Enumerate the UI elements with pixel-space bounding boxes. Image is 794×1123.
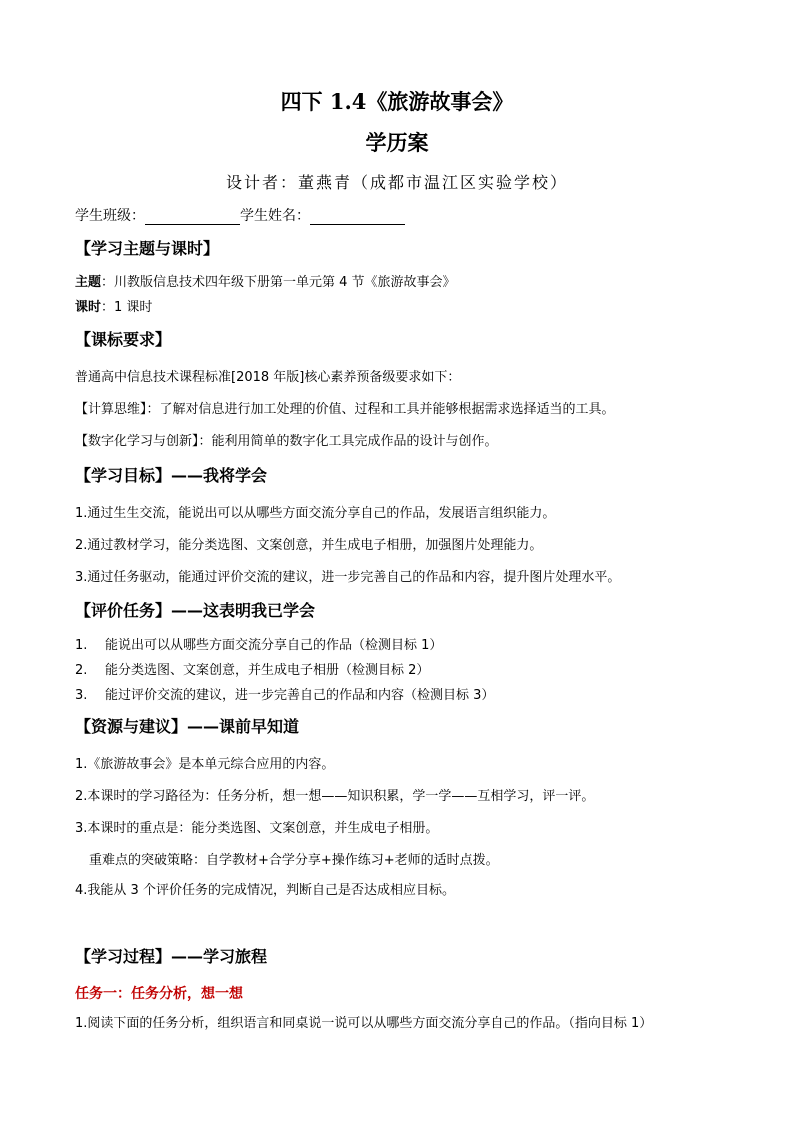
topic-value: ：川教版信息技术四年级下册第一单元第 4 节《旅游故事会》 (101, 275, 456, 290)
period-line (75, 296, 152, 315)
standards-item-2: 【数字化学习与创新】：能利用简单的数字化工具完成作品的设计与创作。 (75, 434, 498, 449)
goals-heading: 【学习目标】——我将学会 (75, 466, 268, 485)
assessment-item-1: 1. 能说出可以从哪些方面交流分享自己的作品（检测目标 1） (75, 638, 443, 653)
name-label: 学生姓名： (240, 208, 310, 224)
resource-item-1: 1.《旅游故事会》是本单元综合应用的内容。 (75, 757, 335, 772)
document-subtitle: 学历案 (365, 130, 429, 155)
topic-label: 主题 (75, 275, 102, 290)
resource-item-4: 4.我能从 3 个评价任务的完成情况，判断自己是否达成相应目标。 (75, 883, 455, 898)
resource-strategy: 重难点的突破策略：自学教材+合学分享+操作练习+老师的适时点拨。 (89, 853, 499, 868)
standards-item-1: 【计算思维】：了解对信息进行加工处理的价值、过程和工具并能够根据需求选择适当的工具。 (75, 402, 615, 417)
period-label: 课时 (75, 300, 102, 315)
goal-item-3: 3.通过任务驱动，能通过评价交流的建议，进一步完善自己的作品和内容，提升图片处理水平。 (75, 570, 621, 585)
task1-item: 1.阅读下面的任务分析，组织语言和同桌说一说可以从哪些方面交流分享自己的作品。（指向目标 1） (75, 1016, 653, 1031)
document-title: 四下 1.4《旅游故事会》 (280, 89, 514, 114)
topic-heading: 【学习主题与课时】 (75, 239, 220, 258)
author-byline: 设计者：董燕青（成都市温江区实验学校） (225, 173, 568, 192)
resource-item-3: 3.本课时的重点是：能分类选图、文案创意，并生成电子相册。 (75, 821, 439, 836)
process-heading: 【学习过程】——学习旅程 (75, 947, 268, 966)
topic-line (75, 271, 456, 290)
goal-item-1: 1.通过生生交流，能说出可以从哪些方面交流分享自己的作品，发展语言组织能力。 (75, 506, 556, 521)
period-value: ：1 课时 (101, 300, 153, 315)
assessment-heading: 【评价任务】——这表明我已学会 (75, 601, 316, 620)
resources-heading: 【资源与建议】——课前早知道 (75, 717, 300, 736)
task1-heading: 任务一：任务分析，想一想 (75, 986, 243, 1002)
class-blank[interactable] (145, 210, 240, 225)
standards-heading: 【课标要求】 (75, 330, 172, 349)
student-info-line (75, 205, 405, 225)
resource-item-2: 2.本课时的学习路径为：任务分析，想一想——知识积累，学一学——互相学习，评一评。 (75, 789, 595, 804)
assessment-item-2: 2. 能分类选图、文案创意，并生成电子相册（检测目标 2） (75, 663, 430, 678)
class-label: 学生班级： (75, 208, 145, 224)
standards-intro: 普通高中信息技术课程标准[2018 年版]核心素养预备级要求如下： (75, 370, 461, 385)
name-blank[interactable] (310, 210, 405, 225)
goal-item-2: 2.通过教材学习，能分类选图、文案创意，并生成电子相册，加强图片处理能力。 (75, 538, 543, 553)
assessment-item-3: 3. 能过评价交流的建议，进一步完善自己的作品和内容（检测目标 3） (75, 688, 495, 703)
